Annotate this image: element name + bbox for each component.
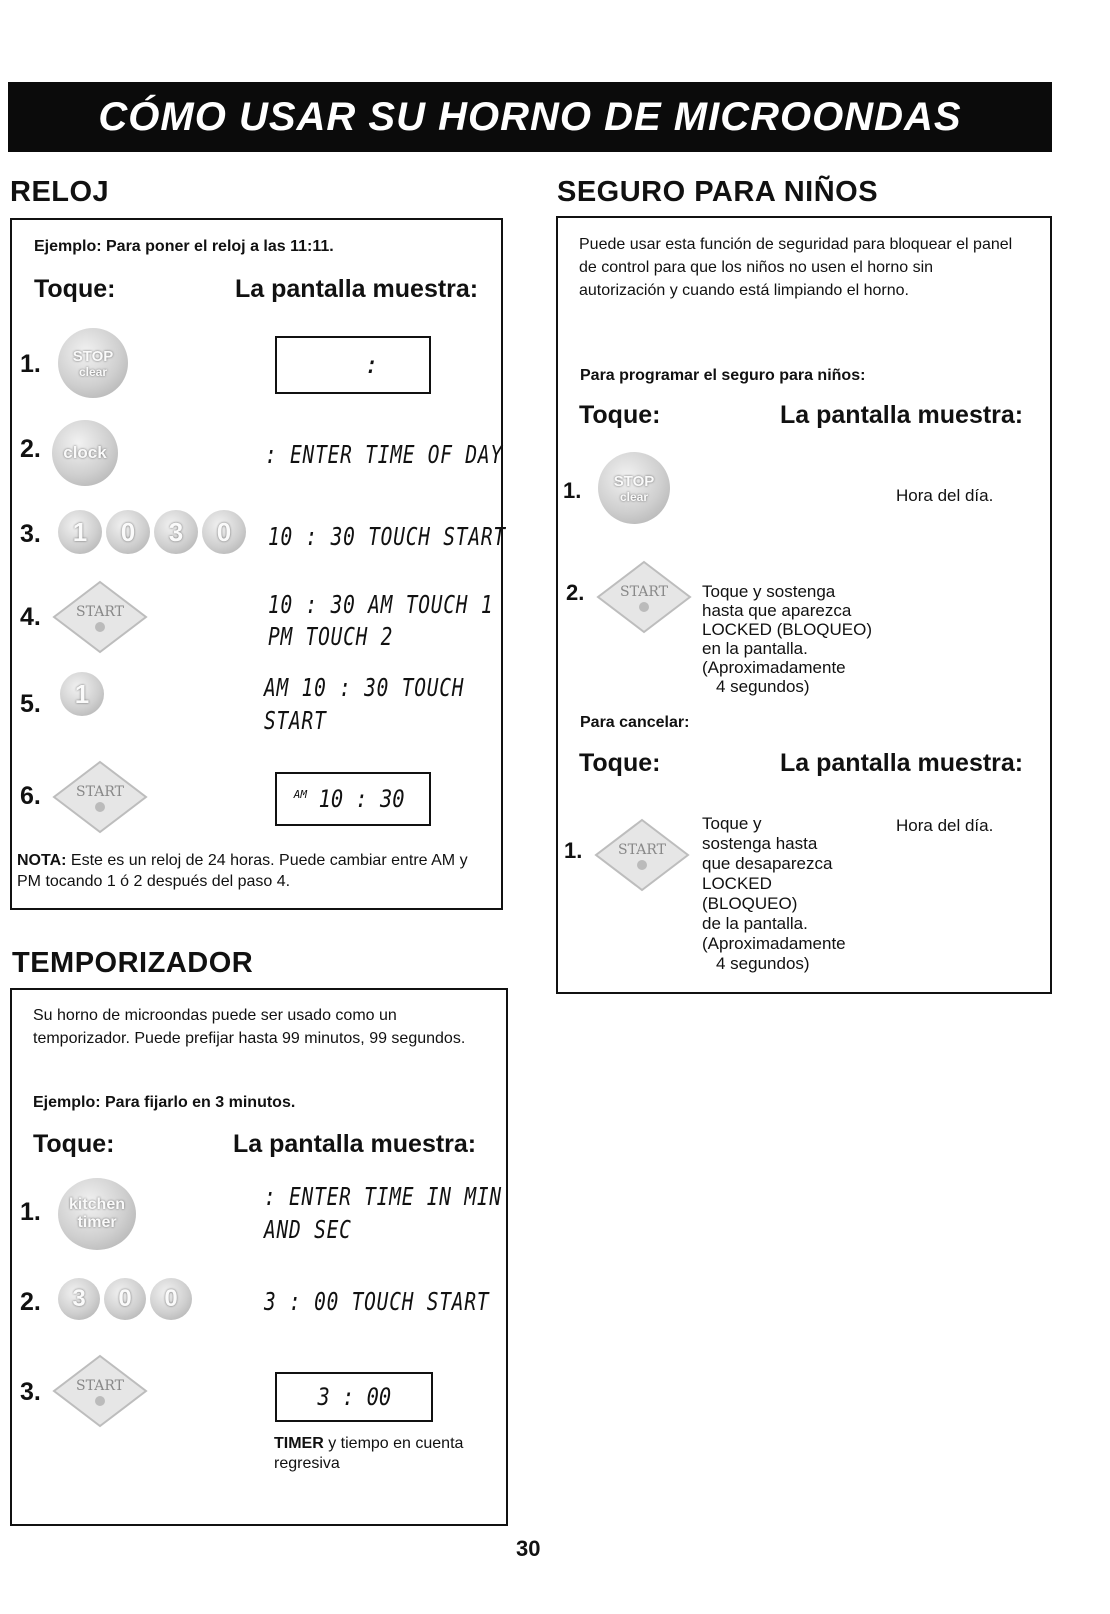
seguro-touch-label: Toque: xyxy=(579,401,661,429)
stop-clear-key-icon: STOP clear xyxy=(598,452,670,524)
reloj-step-number: 1. xyxy=(20,350,41,378)
temporizador-touch-label: Toque: xyxy=(33,1130,115,1158)
number-key-icon: 1 xyxy=(58,510,102,554)
page-banner xyxy=(8,82,1052,152)
seguro-cancel-touch-label: Toque: xyxy=(579,749,661,777)
temporizador-caption xyxy=(274,1434,474,1474)
seguro-cancel-line: (BLOQUEO) xyxy=(702,894,798,913)
reloj-display-4b: PM TOUCH 2 xyxy=(268,622,394,651)
reloj-touch-label: Toque: xyxy=(34,275,116,303)
reloj-display-6 xyxy=(275,772,431,826)
temporizador-display-2: 3 : 00 TOUCH START xyxy=(264,1287,490,1316)
reloj-display-1: : xyxy=(275,336,431,394)
display-time: 3 : 00 xyxy=(317,1383,391,1411)
number-key-icon: 0 xyxy=(106,510,150,554)
temporizador-display-1b: AND SEC xyxy=(264,1215,352,1244)
number-key-icon: 3 xyxy=(58,1278,100,1320)
seguro-step-number: 2. xyxy=(566,580,585,605)
seguro-step-number: 1. xyxy=(563,478,582,503)
seguro-cancel-line: 4 segundos) xyxy=(716,954,810,973)
temporizador-step-number: 2. xyxy=(20,1288,41,1316)
note-text: Este es un reloj de 24 horas. Puede cambiar entre AM y PM tocando 1 ó 2 después del paso 4. xyxy=(17,852,468,890)
temporizador-display-1a: : ENTER TIME IN MIN xyxy=(264,1182,502,1211)
stop-clear-key-icon: STOP clear xyxy=(58,328,128,398)
reloj-title: RELOJ xyxy=(10,176,110,208)
seguro-instruction-line: (Aproximadamente xyxy=(702,658,846,677)
note-label: NOTA: xyxy=(17,852,67,869)
start-key-icon xyxy=(52,580,148,654)
page-number: 30 xyxy=(516,1536,541,1561)
display-time: 10 : 30 xyxy=(318,785,405,813)
seguro-cancel-line: (Aproximadamente xyxy=(702,934,846,953)
number-key-icon: 0 xyxy=(202,510,246,554)
temporizador-step-number: 1. xyxy=(20,1198,41,1226)
reloj-display-2: : ENTER TIME OF DAY xyxy=(265,440,503,469)
start-key-icon xyxy=(596,560,692,634)
temporizador-intro: Su horno de microondas puede ser usado como un temporizador. Puede prefijar hasta 99 minutos, 99 segundos. xyxy=(33,1007,466,1047)
reloj-step-number: 5. xyxy=(20,690,41,718)
reloj-display-5a: AM 10 : 30 TOUCH xyxy=(264,673,465,702)
seguro-intro: Puede usar esta función de seguridad para bloquear el panel de control para que los niños no usen el horno sin autorización y cuando está limpiando el horno. xyxy=(579,236,1013,299)
reloj-note xyxy=(17,850,487,892)
svg-text:START: START xyxy=(76,1378,124,1394)
start-key-icon xyxy=(52,760,148,834)
seguro-display-label: La pantalla muestra: xyxy=(780,401,1024,429)
start-key-icon xyxy=(52,1354,148,1428)
reloj-step-number: 2. xyxy=(20,435,41,463)
seguro-instruction-line: en la pantalla. xyxy=(702,639,808,658)
svg-text:START: START xyxy=(620,584,668,600)
number-key-icon: 0 xyxy=(150,1278,192,1320)
caption-text: y tiempo en cuenta regresiva xyxy=(274,1435,464,1472)
svg-text:START: START xyxy=(76,784,124,800)
seguro-cancel-display: Hora del día. xyxy=(896,816,994,835)
seguro-cancel-display-label: La pantalla muestra: xyxy=(780,749,1024,777)
start-key-icon xyxy=(594,818,690,892)
clock-key-icon: clock xyxy=(52,420,118,486)
seguro-instruction-line: Toque y sostenga xyxy=(702,582,836,601)
seguro-cancel-line: sostenga hasta xyxy=(702,834,818,853)
number-key-icon: 3 xyxy=(154,510,198,554)
temporizador-step-number: 3. xyxy=(20,1378,41,1406)
seguro-cancel-label: Para cancelar: xyxy=(580,714,690,731)
reloj-display-label: La pantalla muestra: xyxy=(235,275,479,303)
kitchen-timer-key-icon: kitchen timer xyxy=(58,1178,136,1250)
reloj-display-5b: START xyxy=(264,706,327,735)
number-key-icon: 1 xyxy=(60,672,104,716)
reloj-display-3: 10 : 30 TOUCH START xyxy=(268,522,506,551)
number-key-icon: 0 xyxy=(104,1278,146,1320)
reloj-step-number: 4. xyxy=(20,603,41,631)
svg-text:START: START xyxy=(618,842,666,858)
seguro-instruction-line: 4 segundos) xyxy=(716,677,810,696)
reloj-example: Ejemplo: Para poner el reloj a las 11:11. xyxy=(34,238,334,255)
seguro-display-1: Hora del día. xyxy=(896,486,994,505)
reloj-display-4a: 10 : 30 AM TOUCH 1 xyxy=(268,590,494,619)
banner-title: CÓMO USAR SU HORNO DE MICROONDAS xyxy=(98,94,962,139)
seguro-title: SEGURO PARA NIÑOS xyxy=(557,176,879,208)
temporizador-display-3 xyxy=(275,1372,433,1422)
temporizador-display-label: La pantalla muestra: xyxy=(233,1130,477,1158)
reloj-step-number: 6. xyxy=(20,782,41,810)
timer-word: TIMER xyxy=(274,1435,324,1452)
svg-text:START: START xyxy=(76,604,124,620)
seguro-cancel-line: LOCKED xyxy=(702,874,772,893)
seguro-cancel-step-number: 1. xyxy=(564,838,583,863)
seguro-program-label: Para programar el seguro para niños: xyxy=(580,367,866,384)
temporizador-example: Ejemplo: Para fijarlo en 3 minutos. xyxy=(33,1094,296,1111)
am-indicator: AM xyxy=(293,787,308,801)
seguro-cancel-line: Toque y xyxy=(702,814,762,833)
seguro-instruction-line: LOCKED (BLOQUEO) xyxy=(702,620,873,639)
seguro-instruction-line: hasta que aparezca xyxy=(702,601,852,620)
temporizador-title: TEMPORIZADOR xyxy=(12,947,254,979)
seguro-cancel-line: que desaparezca xyxy=(702,854,833,873)
reloj-step-number: 3. xyxy=(20,520,41,548)
seguro-cancel-line: de la pantalla. xyxy=(702,914,808,933)
